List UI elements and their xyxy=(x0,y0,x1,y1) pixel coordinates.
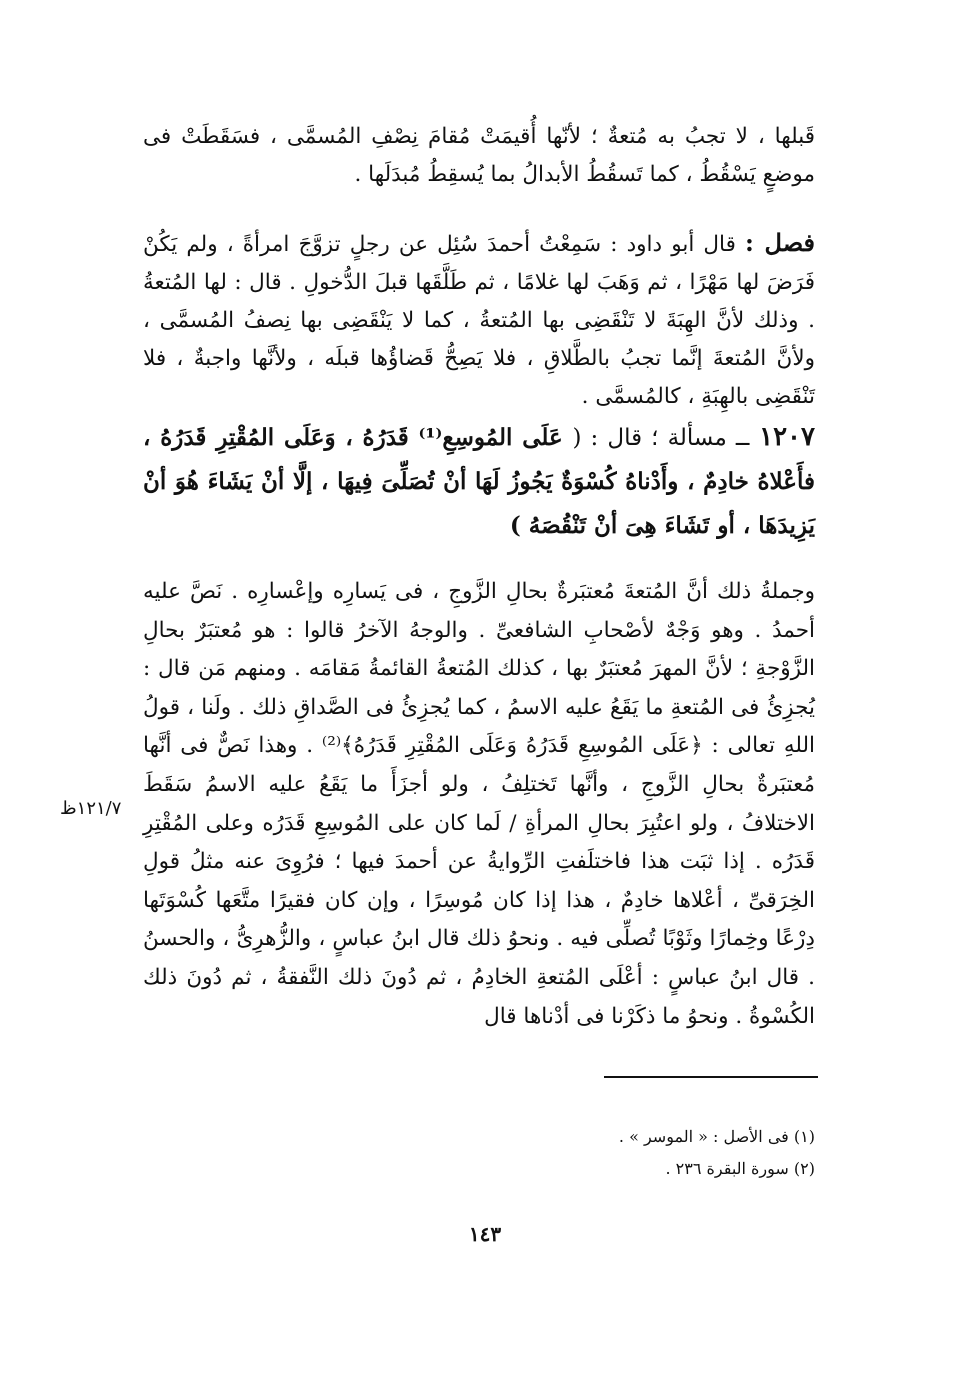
issue-intro: ــ مسألة ؛ قال : ( xyxy=(572,425,750,451)
footnote-2: (٢) سورة البقرة ٢٣٦ . xyxy=(665,1159,815,1178)
paragraph-fasl xyxy=(143,224,815,416)
page-number: ١٤٣ xyxy=(468,1222,502,1246)
issue-number: ١٢٠٧ xyxy=(759,422,815,452)
paragraph-continuation: قَبلها ، لا تجبُ به مُتعةٌ ؛ لأنّها أُقيمَتْ مُقامَ نِصْفِ المُسمَّى ، فسَقَطَتْ فى موضعٍ يَسْقُطُ ، كما تَسقُطُ الأبدالُ بما يُسقِطُ مُبدَلَها . xyxy=(143,124,815,187)
paragraph-commentary: وجملةُ ذلك أنَّ المُتعةَ مُعتبَرةٌ بحالِ الزَّوجِ ، فى يَسارِه وإعْسارِه . نَصَّ عليه أحمدُ . وهو وَجْهٌ لأصْحابِ الشافعىِّ . والوجهُ الآخرُ قالوا : هو مُعتبَرٌ بحالِ الزَّوْجةِ ؛ لأنَّ المهرَ مُعتبَرٌ بها ، كذلك المُتعةُ القائمةُ مَقامَه . ومنهم مَن قال : يُجزِئُ فى المُتعةِ ما يَقَعُ عليه الاسمُ ، كما يُجزِئُ فى الصَّداقِ ذلك . ولَنا ، قولُ اللهِ تعالى : ﴿عَلَى المُوسِعِ قَدَرُهُ وَعَلَى المُقْتِرِ قَدَرُهُ﴾⁽²⁾ . وهذا نَصٌّ فى أنَّها مُعتبَرةٌ بحالِ الزَّوجِ ، وأنَّها تَختلِفُ ، ولو أجزَأَ ما يَقَعُ عليه الاسمُ سَقَطَ الاختلافُ ، ولو اعتُبِرَ بحالِ المرأةِ / لَما كان على المُوسِعِ قَدَرُه وعلى المُقْتِرِ قَدَرُه . إذا ثبَت هذا فاختلَفتِ الرِّوايةُ عن أحمدَ فيها ؛ فرُوِىَ عنه مثلُ قولِ الخِرَقىِّ ، أعْلاها خادِمٌ ، هذا إذا كان مُوسِرًا ، وإن كان فقيرًا متَّعَها كُسْوَتَها دِرْعًا وخِمارًا وثَوْبًا تُصلِّى فيه . ونحوُ ذلك قال ابنُ عباسٍ ، والزُّهرِىُّ ، والحسنُ . قال ابنُ عباسٍ : أعْلَى المُتعةِ الخادِمُ ، ثم دُونَ ذلك النَّفقةُ ، ثم دُونَ ذلك الكُسْوةُ . ونحوُ ما ذكَرْنا فى أدْناها قال xyxy=(143,579,815,1029)
footnote-1: (١) فى الأصل : « الموسر » . xyxy=(618,1127,815,1146)
section-text: قال أبو داود : سَمِعْتُ أحمدَ سُئِل عن رجلٍ تزوَّجَ امرأةً ، ولم يَكُنْ فَرَضَ لها مَهْرًا ، ثم وَهَبَ لها غلامًا ، ثم طَلَّقَها قبلَ الدُّخولِ . قال : لها المُتعةُ . وذلك لأنَّ الهِبَةَ لا تَنْقَضِى بها المُتعةُ ، كما لا يَنْقَضِى بها نِصفُ المُسمَّى ، ولأنَّ المُتعةَ إنَّما تجبُ بالطَّلاقِ ، فلا يَصِحُّ قَضاؤُها قبلَه ، ولأنَّها واجبةٌ ، فلا تَنْقَضِى بالهِبَةِ ، كالمُسمَّى . xyxy=(143,232,815,409)
footnote-divider xyxy=(604,1076,818,1078)
margin-reference: ١٢١/٧ظ xyxy=(60,798,122,819)
issue-text: عَلَى المُوسِعِ⁽¹⁾ قَدَرُهُ ، وَعَلَى المُقْتِرِ قَدَرُهُ ، فأَعْلاهُ خادِمٌ ، وأَدْناهُ كُسْوَةٌ يَجُوزُ لَهَا أنْ تُصَلِّىَ فِيهَا ، إلَّا أنْ يَشَاءَ هُوَ أنْ يَزِيدَهَا ، أو تَشَاءَ هِىَ أنْ تَنْقُصَهُ ) xyxy=(143,424,815,539)
paragraph-masala xyxy=(143,415,815,548)
section-label: فصل : xyxy=(745,228,815,257)
